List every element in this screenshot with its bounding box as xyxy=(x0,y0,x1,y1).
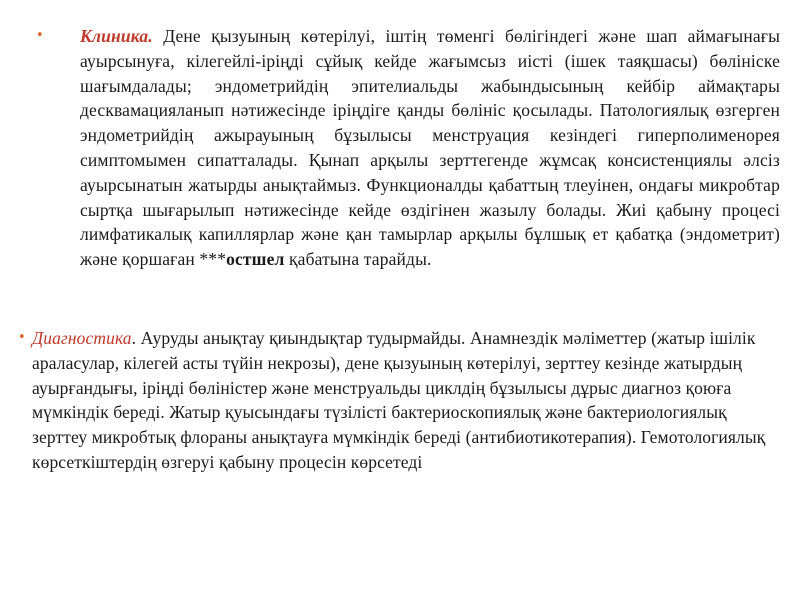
bullet-icon: • xyxy=(36,28,44,43)
bullet-item-diagnostics xyxy=(18,326,780,475)
clinic-text-end: қабатына тарайды. xyxy=(284,249,432,270)
clinic-bold-word: остшел xyxy=(226,249,285,270)
bullet-item-clinic xyxy=(36,24,780,272)
clinic-text: Дене қызуының көтерілуі, іштің төменгі бөлігіндегі және шап аймағынағы ауырсынуға, кілегейлі-іріңді сұйық кейде жағымсыз иісті (ішек таяқшасы) бөлініске шағымдалады; эндометрийдің эпителиальды жабындысының кейбір аймақтары десквамацияланып нәтижесінде іріңдіге қанды бөлініс қосылады. Патологиялық өзгерген эндометрийдің ажырауының бұзылысы менструация кезіндегі гиперполименорея симптомымен сипатталады. Қынап арқылы зерттегенде жұмсақ консистенциялы әлсіз ауырсынатын жатырды анықтаймыз. Функционалды қабаттың тлеуінен, ондағы микробтар сыртқа шығарылып нәтижесінде кейде өздігінен жазылу болады. Жиі қабыну процесі лимфатикалық капиллярлар және қан тамырлар арқылы бұлшық ет қабатқа (эндометрит) және қоршаған *** xyxy=(80,26,780,270)
clinic-paragraph xyxy=(80,24,780,272)
diagnostics-paragraph xyxy=(32,326,780,475)
diagnostics-term: Диагностика xyxy=(32,328,132,348)
diagnostics-text: . Ауруды анықтау қиындықтар тудырмайды. Анамнездік мәліметтер (жатыр ішілік араласулар, кілегей асты түйін некрозы), дене қызуының көтерілуі, зерттеу кезінде жатырдың ауырғандығы, іріңді бөліністер және менструальды циклдің бұзылысы дұрыс диагноз қоюға мүмкіндік береді. Жатыр қуысындағы түзілісті бактериоскопиялық және бактериологиялық зерттеу микробтық флораны анықтауға мүмкіндік береді (антибиотикотерапия). Гемотологиялық көрсеткіштердің өзгеруі қабыну процесін көрсетеді xyxy=(32,328,766,472)
bullet-icon: • xyxy=(18,330,26,345)
clinic-term: Клиника. xyxy=(80,26,153,46)
